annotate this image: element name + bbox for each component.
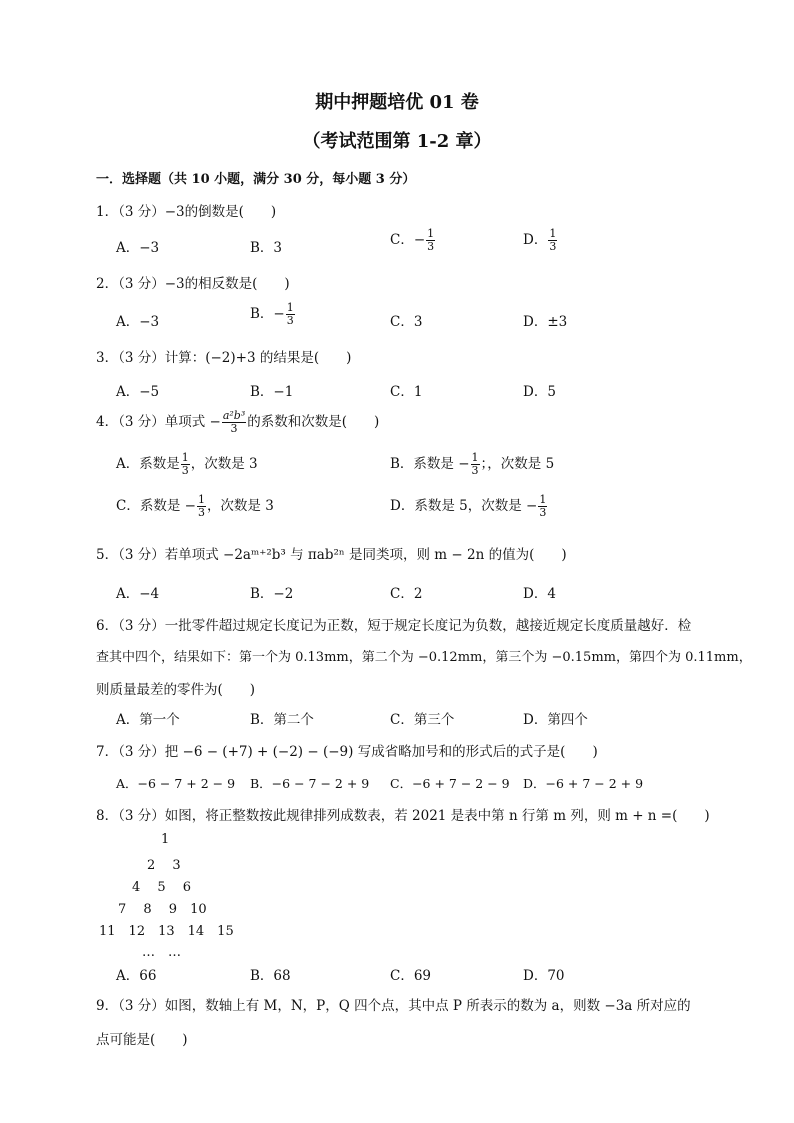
q4-stem-prefix: 4．（3 分）单项式 − bbox=[96, 414, 221, 430]
question-5-stem: 5．（3 分）若单项式 −2aᵐ⁺²b³ 与 πab²ⁿ 是同类项，则 m − 2n 的值为( ) bbox=[96, 547, 567, 563]
q1-option-c bbox=[390, 228, 436, 253]
q1-option-a: A．−3 bbox=[116, 240, 160, 256]
denominator: 3 bbox=[197, 506, 205, 519]
fraction bbox=[197, 494, 206, 519]
question-9-line-1: 9．（3 分）如图，数轴上有 M，N，P，Q 四个点，其中点 P 所表示的数为 a，则数 −3a 所对应的 bbox=[96, 998, 691, 1014]
triangle-row: … … bbox=[142, 945, 182, 960]
question-7-stem: 7．（3 分）把 −6 − (+7) + (−2) − (−9) 写成省略加号和的形式后的式子是( ) bbox=[96, 744, 598, 760]
fraction bbox=[538, 494, 547, 519]
q3-option-d: D．5 bbox=[523, 384, 556, 400]
denominator: 3 bbox=[427, 240, 435, 253]
q4-option-b bbox=[390, 452, 554, 477]
q4-option-c-suffix: ，次数是 3 bbox=[206, 498, 274, 514]
q1-option-d-label: D． bbox=[523, 232, 548, 248]
q7-option-c: C．−6 + 7 − 2 − 9 bbox=[390, 776, 510, 791]
q3-option-a: A．−5 bbox=[116, 384, 160, 400]
q4-option-d bbox=[390, 494, 548, 519]
q2-option-c: C．3 bbox=[390, 314, 423, 330]
numerator: a²b³ bbox=[222, 409, 246, 422]
question-9-line-2: 点可能是( ) bbox=[96, 1032, 188, 1048]
denominator: 3 bbox=[286, 314, 294, 327]
question-6-line-1: 6．（3 分）一批零件超过规定长度记为正数，短于规定长度记为负数，越接近规定长度质量越好．检 bbox=[96, 618, 692, 634]
q3-option-c: C．1 bbox=[390, 384, 423, 400]
q6-option-d: D．第四个 bbox=[523, 712, 588, 728]
numerator: 1 bbox=[549, 227, 557, 240]
page-title: 期中押题培优 01 卷 bbox=[315, 92, 479, 113]
triangle-row: 7 8 9 10 bbox=[118, 902, 207, 917]
question-2-stem: 2．（3 分）−3的相反数是( ) bbox=[96, 276, 290, 292]
q8-option-a: A．66 bbox=[116, 968, 157, 984]
q5-option-b: B．−2 bbox=[250, 586, 294, 602]
triangle-row: 2 3 bbox=[147, 858, 181, 873]
numerator: 1 bbox=[286, 301, 294, 314]
q4-option-a bbox=[116, 452, 258, 477]
q5-option-d: D．4 bbox=[523, 586, 556, 602]
denominator: 3 bbox=[471, 464, 479, 477]
q1-option-b: B．3 bbox=[250, 240, 283, 256]
q7-option-b: B．−6 − 7 − 2 + 9 bbox=[250, 776, 370, 791]
fraction bbox=[222, 410, 246, 435]
fraction bbox=[471, 452, 480, 477]
numerator: 1 bbox=[427, 227, 435, 240]
denominator: 3 bbox=[549, 240, 557, 253]
fraction bbox=[181, 452, 190, 477]
q4-option-a-suffix: ，次数是 3 bbox=[190, 456, 258, 472]
denominator: 3 bbox=[230, 422, 238, 435]
question-8-stem: 8．（3 分）如图，将正整数按此规律排列成数表，若 2021 是表中第 n 行第 m 列，则 m + n =( ) bbox=[96, 808, 710, 824]
q4-option-c-label: C．系数是 − bbox=[116, 498, 196, 514]
q8-option-b: B．68 bbox=[250, 968, 291, 984]
section-heading: 一．选择题（共 10 小题，满分 30 分，每小题 3 分） bbox=[96, 172, 416, 187]
question-3-stem: 3．（3 分）计算：(−2)+3 的结果是( ) bbox=[96, 350, 352, 366]
q5-option-a: A．−4 bbox=[116, 586, 160, 602]
denominator: 3 bbox=[539, 506, 547, 519]
question-6-line-2: 查其中四个，结果如下：第一个为 0.13mm，第二个为 −0.12mm，第三个为 −0.15mm，第四个为 0.11mm， bbox=[96, 650, 752, 665]
q4-stem-suffix: 的系数和次数是( ) bbox=[247, 414, 380, 430]
q6-option-a: A．第一个 bbox=[116, 712, 180, 728]
q2-option-b-label: B．− bbox=[250, 306, 285, 322]
fraction bbox=[548, 228, 557, 253]
q2-option-b bbox=[250, 302, 296, 327]
q6-option-c: C．第三个 bbox=[390, 712, 455, 728]
question-4-stem bbox=[96, 410, 379, 435]
triangle-row: 4 5 6 bbox=[132, 880, 192, 895]
numerator: 1 bbox=[471, 451, 479, 464]
q1-option-d bbox=[523, 228, 558, 253]
q8-option-d: D．70 bbox=[523, 968, 565, 984]
q2-option-a: A．−3 bbox=[116, 314, 160, 330]
q2-option-d: D．±3 bbox=[523, 314, 568, 330]
q7-option-a: A．−6 − 7 + 2 − 9 bbox=[116, 776, 236, 791]
q4-option-b-suffix: ；，次数是 5 bbox=[480, 456, 555, 472]
q4-option-b-label: B．系数是 − bbox=[390, 456, 470, 472]
q7-option-d: D．−6 + 7 − 2 + 9 bbox=[523, 776, 644, 791]
fraction bbox=[286, 302, 295, 327]
q8-option-c: C．69 bbox=[390, 968, 432, 984]
q4-option-d-label: D．系数是 5，次数是 − bbox=[390, 498, 538, 514]
q6-option-b: B．第二个 bbox=[250, 712, 314, 728]
q1-option-c-label: C．− bbox=[390, 232, 426, 248]
numerator: 1 bbox=[181, 451, 189, 464]
triangle-row: 1 bbox=[161, 832, 170, 847]
q3-option-b: B．−1 bbox=[250, 384, 294, 400]
fraction bbox=[426, 228, 435, 253]
triangle-row: 11 12 13 14 15 bbox=[99, 924, 234, 939]
question-1-stem: 1．（3 分）−3的倒数是( ) bbox=[96, 204, 277, 220]
denominator: 3 bbox=[181, 464, 189, 477]
q5-option-c: C．2 bbox=[390, 586, 423, 602]
question-6-line-3: 则质量最差的零件为( ) bbox=[96, 682, 256, 698]
numerator: 1 bbox=[197, 493, 205, 506]
page-subtitle: （考试范围第 1-2 章） bbox=[302, 131, 492, 152]
q4-option-c bbox=[116, 494, 274, 519]
q4-option-a-label: A．系数是 bbox=[116, 456, 180, 472]
numerator: 1 bbox=[539, 493, 547, 506]
